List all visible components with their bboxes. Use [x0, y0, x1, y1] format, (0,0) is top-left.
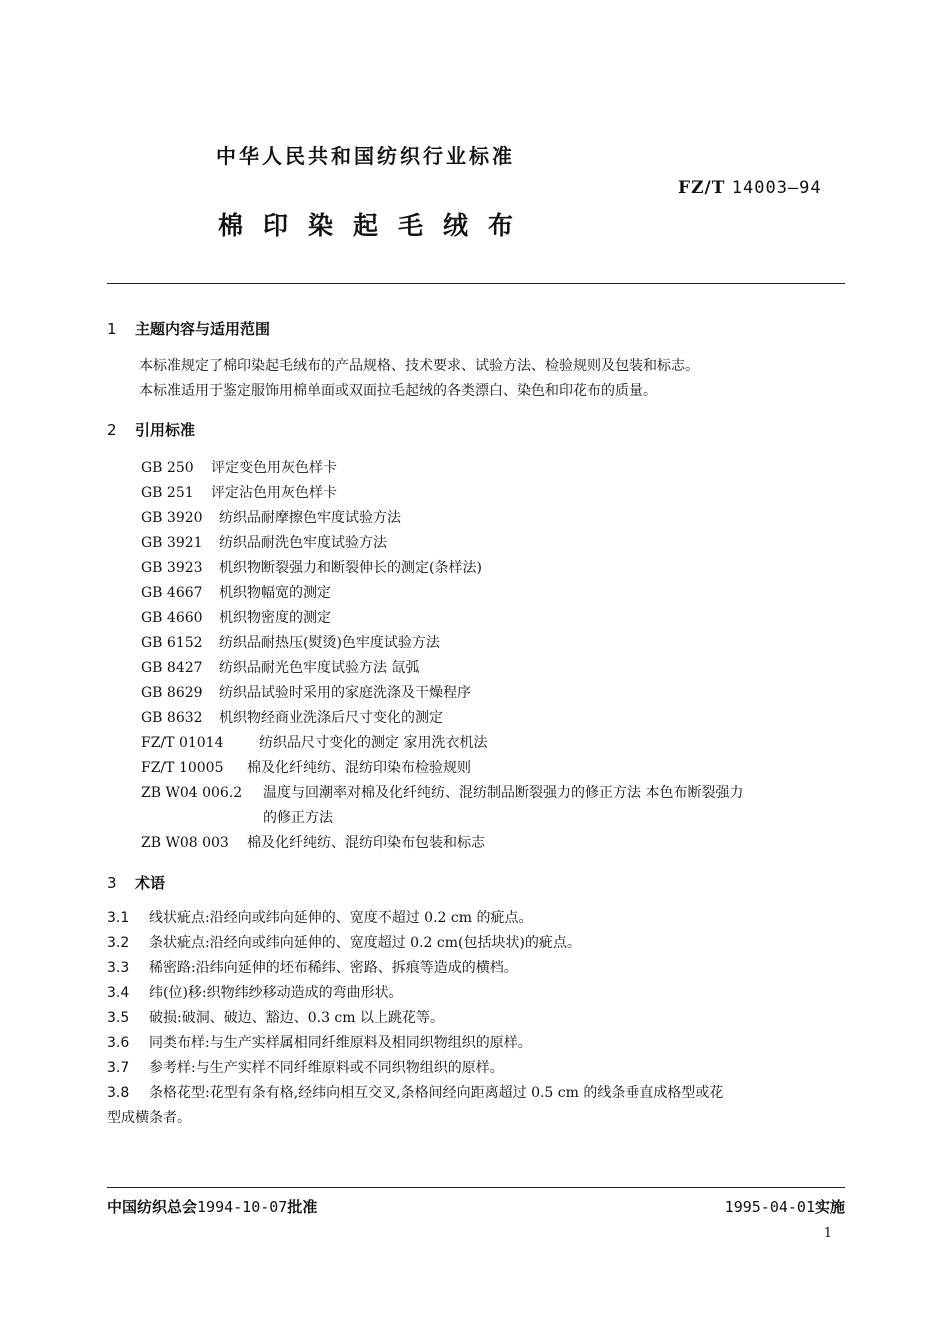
reference-title: 温度与回潮率对棉及化纤纯纺、混纺制品断裂强力的修正方法 本色布断裂强力 — [263, 785, 744, 801]
reference-title: 机织物密度的测定 — [219, 610, 331, 626]
section-number: 1 — [107, 320, 117, 338]
header-divider — [107, 283, 845, 284]
term-item — [107, 932, 581, 952]
reference-title: 纺织品耐摩擦色牢度试验方法 — [219, 510, 401, 526]
reference-item — [141, 782, 743, 802]
reference-title: 机织物经商业洗涤后尺寸变化的测定 — [219, 710, 443, 726]
reference-code: GB 4667 — [141, 585, 203, 601]
reference-item — [141, 657, 419, 677]
term-number: 3.4 — [107, 985, 130, 1001]
issuing-body: 中华人民共和国纺织行业标准 — [216, 144, 515, 168]
term-text: 条格花型:花型有条有格,经纬向相互交叉,条格间经向距离超过 0.5 cm 的线条垂直成格型或花 — [149, 1085, 724, 1101]
reference-title: 评定沾色用灰色样卡 — [211, 485, 337, 501]
reference-title: 评定变色用灰色样卡 — [211, 460, 337, 476]
term-text: 条状疵点:沿经向或纬向延伸的、宽度超过 0.2 cm(包括块状)的疵点。 — [149, 935, 581, 951]
reference-item — [141, 482, 337, 502]
section-heading-1 — [107, 318, 270, 339]
approval-date: 1994-10-07 — [197, 1198, 288, 1216]
term-text: 参考样:与生产实样不同纤维原料或不同织物组织的原样。 — [149, 1060, 504, 1076]
standard-code — [678, 178, 822, 198]
section-heading-3 — [107, 872, 165, 893]
reference-title: 机织物幅宽的测定 — [219, 585, 331, 601]
reference-code: GB 3923 — [141, 560, 203, 576]
effective-line — [725, 1196, 845, 1217]
term-item — [107, 1007, 444, 1027]
reference-title: 棉及化纤纯纺、混纺印染布检验规则 — [247, 760, 471, 776]
paragraph: 本标准规定了棉印染起毛绒布的产品规格、技术要求、试验方法、检验规则及包装和标志。 — [139, 358, 699, 374]
reference-code: GB 3920 — [141, 510, 203, 526]
term-text: 线状疵点:沿经向或纬向延伸的、宽度不超过 0.2 cm 的疵点。 — [149, 910, 533, 926]
reference-code: GB 8632 — [141, 710, 203, 726]
reference-title: 纺织品耐热压(熨烫)色牢度试验方法 — [219, 635, 440, 651]
page-number: 1 — [823, 1226, 832, 1241]
reference-item — [141, 707, 443, 727]
reference-item — [141, 682, 471, 702]
reference-code: GB 8629 — [141, 685, 203, 701]
term-item — [107, 957, 518, 977]
reference-title: 机织物断裂强力和断裂伸长的测定(条样法) — [219, 560, 482, 576]
section-title: 术语 — [135, 874, 166, 892]
term-number: 3.7 — [107, 1060, 130, 1076]
reference-item — [141, 632, 440, 652]
reference-title: 纺织品耐洗色牢度试验方法 — [219, 535, 387, 551]
reference-code: GB 3921 — [141, 535, 203, 551]
effective-word: 实施 — [814, 1198, 845, 1216]
reference-item — [141, 457, 337, 477]
section-title: 引用标准 — [135, 421, 196, 439]
reference-item — [141, 557, 482, 577]
reference-item — [141, 507, 401, 527]
effective-date: 1995-04-01 — [724, 1198, 815, 1216]
reference-code: GB 4660 — [141, 610, 203, 626]
paragraph: 本标准适用于鉴定服饰用棉单面或双面拉毛起绒的各类漂白、染色和印花布的质量。 — [139, 383, 657, 399]
reference-code: GB 250 — [141, 460, 194, 476]
reference-item — [141, 582, 331, 602]
standard-code-number: 14003—94 — [731, 178, 822, 198]
term-number: 3.8 — [107, 1085, 130, 1101]
section-heading-2 — [107, 419, 195, 440]
term-item — [107, 1057, 504, 1077]
term-number: 3.3 — [107, 960, 130, 976]
term-text: 破损:破洞、破边、豁边、0.3 cm 以上跳花等。 — [149, 1010, 444, 1026]
reference-code: GB 251 — [141, 485, 194, 501]
reference-code: FZ/T 10005 — [141, 760, 224, 776]
term-number: 3.1 — [107, 910, 130, 926]
term-item — [107, 1082, 723, 1102]
reference-code: ZB W08 003 — [141, 835, 229, 851]
term-continuation: 型成横条者。 — [107, 1110, 191, 1126]
term-number: 3.6 — [107, 1035, 130, 1051]
reference-item — [141, 607, 331, 627]
reference-code: GB 6152 — [141, 635, 203, 651]
term-item — [107, 1032, 532, 1052]
reference-title: 纺织品试验时采用的家庭洗涤及干燥程序 — [219, 685, 471, 701]
reference-title: 纺织品尺寸变化的测定 家用洗衣机法 — [259, 735, 488, 751]
term-text: 同类布样:与生产实样属相同纤维原料及相同织物组织的原样。 — [149, 1035, 532, 1051]
reference-code: GB 8427 — [141, 660, 203, 676]
approval-org: 中国纺织总会 — [107, 1198, 198, 1216]
reference-item — [141, 532, 387, 552]
reference-title: 纺织品耐光色牢度试验方法 氙弧 — [219, 660, 420, 676]
approval-word: 批准 — [287, 1198, 318, 1216]
reference-item — [141, 757, 471, 777]
term-item — [107, 982, 403, 1002]
term-text: 纬(位)移:织物纬纱移动造成的弯曲形状。 — [149, 985, 403, 1001]
term-item — [107, 907, 532, 927]
standard-code-prefix: FZ/T — [678, 178, 726, 198]
approval-line — [107, 1196, 317, 1217]
section-number: 3 — [107, 874, 117, 892]
reference-item — [141, 732, 487, 752]
reference-title: 棉及化纤纯纺、混纺印染布包装和标志 — [247, 835, 485, 851]
reference-item — [141, 832, 485, 852]
reference-continuation: 的修正方法 — [263, 810, 333, 826]
reference-code: ZB W04 006.2 — [141, 785, 243, 801]
term-number: 3.5 — [107, 1010, 130, 1026]
footer-divider — [107, 1187, 845, 1188]
reference-code: FZ/T 01014 — [141, 735, 224, 751]
section-title: 主题内容与适用范围 — [135, 320, 271, 338]
document-title: 棉印染起毛绒布 — [218, 211, 534, 240]
term-text: 稀密路:沿纬向延伸的坯布稀纬、密路、拆痕等造成的横档。 — [149, 960, 518, 976]
section-number: 2 — [107, 421, 117, 439]
term-number: 3.2 — [107, 935, 130, 951]
